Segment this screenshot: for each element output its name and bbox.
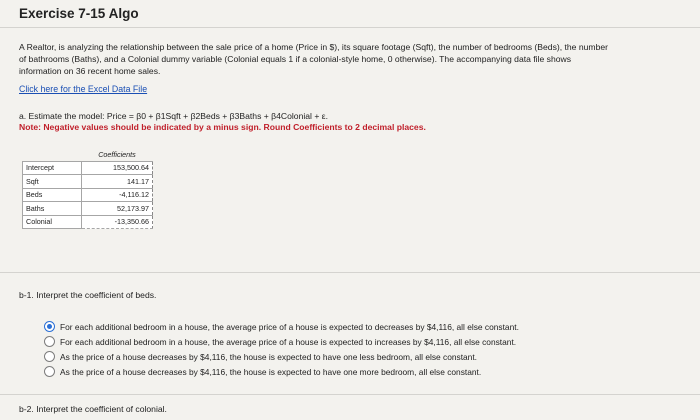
- coefficient-input[interactable]: -4,116.12: [82, 188, 153, 202]
- title-divider: [0, 27, 700, 28]
- row-label: Sqft: [23, 175, 82, 189]
- answer-option-2[interactable]: [44, 336, 516, 347]
- part-b1-question: b-1. Interpret the coefficient of beds.: [19, 290, 157, 300]
- table-row: [23, 188, 153, 202]
- coefficient-input[interactable]: 141.17: [82, 175, 153, 189]
- part-a-instruction: a. Estimate the model: Price = β0 + β1Sqft + β2Beds + β3Baths + β4Colonial + ε.: [19, 111, 328, 121]
- radio-button[interactable]: [44, 366, 55, 377]
- part-b2-question: b-2. Interpret the coefficient of colonial.: [19, 404, 167, 414]
- coefficient-input[interactable]: -13,350.66: [82, 215, 153, 229]
- row-label: Colonial: [23, 215, 82, 229]
- answer-option-3[interactable]: [44, 351, 477, 362]
- table-row: [23, 161, 153, 175]
- coefficient-input[interactable]: 153,500.64: [82, 161, 153, 175]
- table-row: [23, 202, 153, 216]
- table-row: [23, 175, 153, 189]
- option-label: For each additional bedroom in a house, the average price of a house is expected to decreases by $4,116, all else constant.: [60, 321, 519, 332]
- radio-button[interactable]: [44, 351, 55, 362]
- radio-button-selected[interactable]: [44, 321, 55, 332]
- answer-option-4[interactable]: [44, 366, 481, 377]
- coefficient-input[interactable]: 52,173.97: [82, 202, 153, 216]
- row-label: Baths: [23, 202, 82, 216]
- row-label: Intercept: [23, 161, 82, 175]
- option-label: As the price of a house decreases by $4,116, the house is expected to have one more bedroom, all else constant.: [60, 366, 482, 377]
- table-row: [23, 215, 153, 229]
- problem-description: A Realtor, is analyzing the relationship between the sale price of a home (Price in $), its square footage (Sqft), the number of bedrooms (Beds), the number of bathrooms (Baths), and a Colonial dummy variable (Colonial equals 1 if a colonial-style home, 0 otherwise). The accompanying data file shows information on 36 recent home sales.: [19, 42, 608, 76]
- section-divider: [0, 272, 700, 273]
- radio-button[interactable]: [44, 336, 55, 347]
- answer-option-1[interactable]: [44, 321, 519, 332]
- rounding-note: Note: Negative values should be indicated by a minus sign. Round Coefficients to 2 decimal places.: [19, 122, 426, 132]
- option-label: As the price of a house decreases by $4,116, the house is expected to have one less bedroom, all else constant.: [60, 351, 477, 362]
- section-divider: [0, 394, 700, 395]
- excel-data-file-link[interactable]: Click here for the Excel Data File: [19, 84, 148, 94]
- coefficients-table: [22, 148, 153, 229]
- option-label: For each additional bedroom in a house, the average price of a house is expected to increases by $4,116, all else constant.: [60, 336, 517, 347]
- coefficients-header: Coefficients: [98, 149, 136, 159]
- exercise-title: Exercise 7-15 Algo: [19, 6, 139, 21]
- row-label: Beds: [23, 188, 82, 202]
